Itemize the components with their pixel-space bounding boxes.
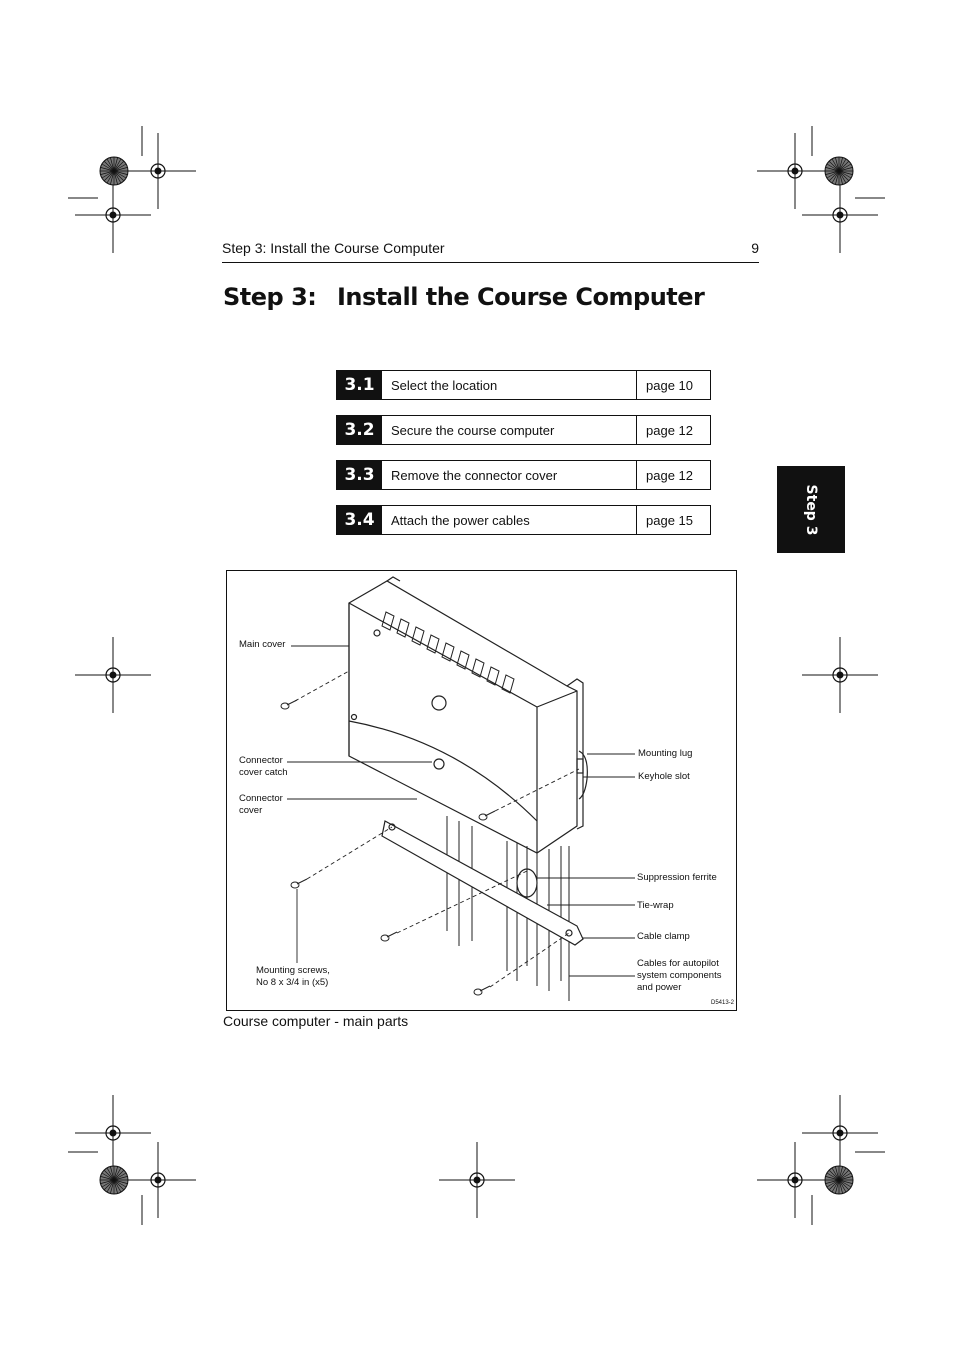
running-title: Step 3: Install the Course Computer bbox=[222, 240, 445, 256]
toc-page-ref[interactable]: page 15 bbox=[646, 512, 693, 528]
toc-text: Secure the course computer bbox=[382, 416, 637, 444]
label-keyhole-slot: Keyhole slot bbox=[638, 771, 690, 782]
course-computer-figure bbox=[226, 570, 737, 1011]
label-tie-wrap: Tie-wrap bbox=[637, 900, 674, 911]
crosshair-mark bbox=[792, 168, 799, 175]
step-label: Step 3: bbox=[223, 283, 317, 311]
crosshair-mark bbox=[110, 672, 117, 679]
toc-page-ref[interactable]: page 12 bbox=[646, 467, 693, 483]
toc-row-3-3[interactable] bbox=[336, 460, 711, 490]
crosshair-mark bbox=[155, 168, 162, 175]
crosshair-mark bbox=[792, 1177, 799, 1184]
toc-row-3-4[interactable] bbox=[336, 505, 711, 535]
label-cables: Cables for autopilot system components and power bbox=[637, 958, 722, 993]
toc-row-3-1[interactable] bbox=[336, 370, 711, 400]
label-cable-clamp: Cable clamp bbox=[637, 931, 690, 942]
crosshair-mark bbox=[110, 212, 117, 219]
crosshair-mark bbox=[474, 1177, 481, 1184]
toc-text: Attach the power cables bbox=[382, 506, 637, 534]
toc-text: Remove the connector cover bbox=[382, 461, 637, 489]
crosshair-mark bbox=[155, 1177, 162, 1184]
label-connector-cover-catch: Connector cover catch bbox=[239, 755, 288, 778]
side-section-tab bbox=[777, 466, 845, 553]
toc-number: 3.2 bbox=[337, 416, 382, 444]
toc-page-ref[interactable]: page 10 bbox=[646, 377, 693, 393]
side-tab-label: Step 3 bbox=[803, 484, 819, 535]
label-main-cover: Main cover bbox=[239, 639, 286, 650]
toc-number: 3.1 bbox=[337, 371, 382, 399]
running-header bbox=[222, 240, 759, 263]
crosshair-mark bbox=[110, 1130, 117, 1137]
toc-row-3-2[interactable] bbox=[336, 415, 711, 445]
toc-text: Select the location bbox=[382, 371, 637, 399]
toc-number: 3.4 bbox=[337, 506, 382, 534]
page-title: Install the Course Computer bbox=[337, 283, 705, 311]
figure-caption: Course computer - main parts bbox=[223, 1013, 409, 1029]
page-number: 9 bbox=[751, 240, 759, 256]
label-connector-cover: Connector cover bbox=[239, 793, 283, 816]
toc-page-ref[interactable]: page 12 bbox=[646, 422, 693, 438]
crosshair-mark bbox=[837, 212, 844, 219]
crosshair-mark bbox=[837, 1130, 844, 1137]
label-mounting-screws: Mounting screws, No 8 x 3/4 in (x5) bbox=[256, 965, 330, 988]
course-computer-illustration bbox=[227, 571, 736, 1010]
label-suppression-ferrite: Suppression ferrite bbox=[637, 872, 717, 883]
crosshair-mark bbox=[837, 672, 844, 679]
figure-reference-code: D5413-2 bbox=[711, 1000, 735, 1006]
toc-number: 3.3 bbox=[337, 461, 382, 489]
label-mounting-lug: Mounting lug bbox=[638, 748, 693, 759]
